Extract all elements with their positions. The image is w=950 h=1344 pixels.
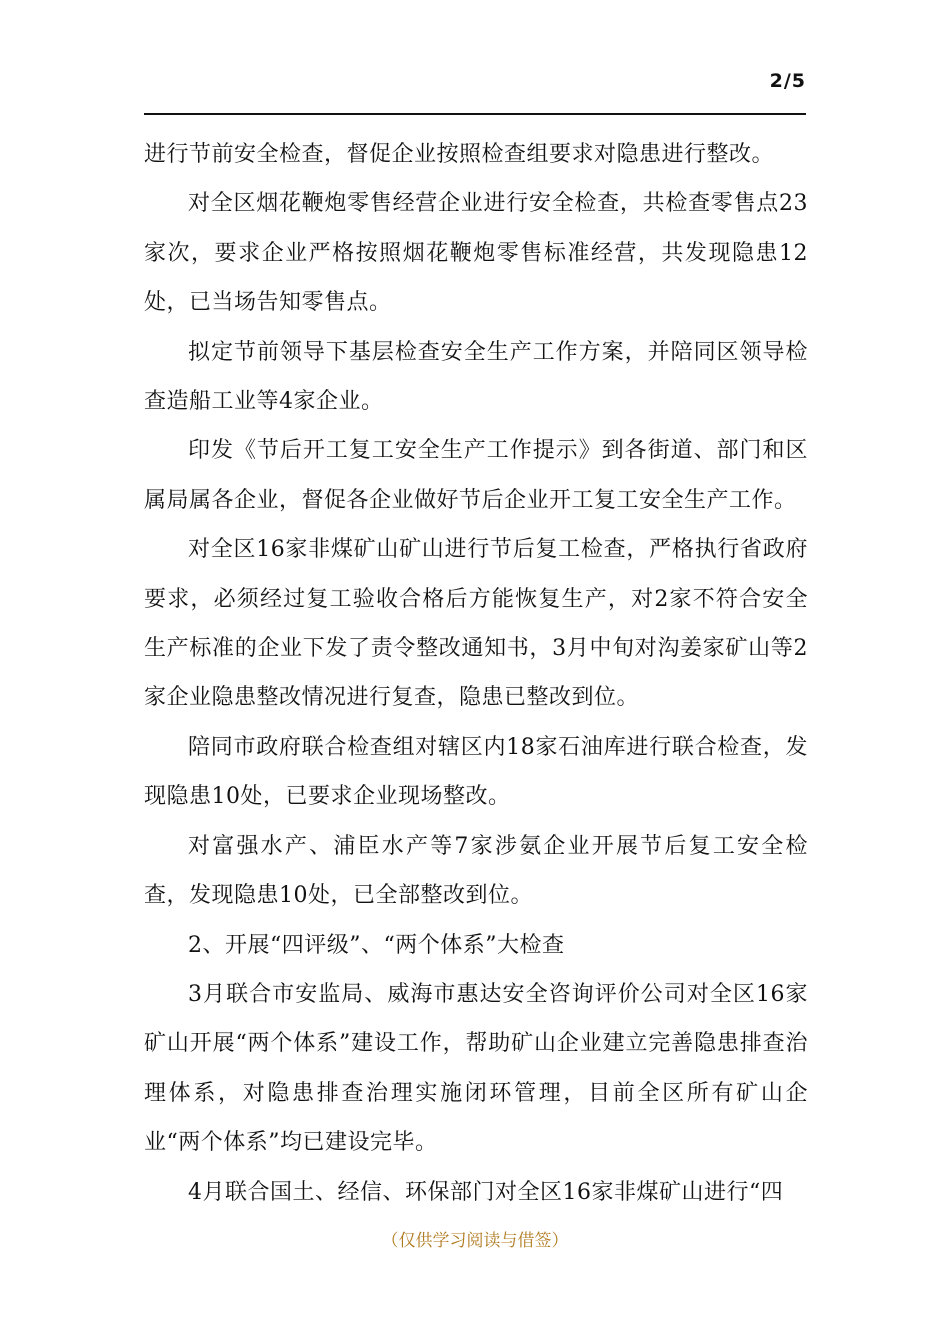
header-divider <box>144 113 806 115</box>
paragraph: 进行节前安全检查，督促企业按照检查组要求对隐患进行整改。 <box>144 142 775 167</box>
paragraph: 对全区烟花鞭炮零售经营企业进行安全检查，共检查零售点23家次，要求企业严格按照烟花鞭炮零售标准经营，共发现隐患12处，已当场告知零售点。 <box>144 191 808 316</box>
paragraph: 陪同市政府联合检查组对辖区内18家石油库进行联合检查，发现隐患10处，已要求企业现场整改。 <box>144 734 808 810</box>
footer-note: （仅供学习阅读与借签） <box>381 1231 569 1251</box>
page-number: 2/5 <box>769 70 806 92</box>
document-body <box>144 130 808 1217</box>
paragraph: 对全区16家非煤矿山矿山进行节后复工检查，严格执行省政府要求，必须经过复工验收合格后方能恢复生产，对2家不符合安全生产标准的企业下发了责令整改通知书，3月中旬对沟姜家矿山等2家企业隐患整改情况进行复查，隐患已整改到位。 <box>144 537 808 711</box>
paragraph: 3月联合市安监局、威海市惠达安全咨询评价公司对全区16家矿山开展“两个体系”建设工作，帮助矿山企业建立完善隐患排查治理体系，对隐患排查治理实施闭环管理，目前全区所有矿山企业“两个体系”均已建设完毕。 <box>144 981 808 1156</box>
paragraph: 对富强水产、浦臣水产等7家涉氨企业开展节后复工安全检查，发现隐患10处，已全部整改到位。 <box>144 833 808 909</box>
paragraph: 4月联合国土、经信、环保部门对全区16家非煤矿山进行“四 <box>188 1179 784 1205</box>
paragraph: 印发《节后开工复工安全生产工作提示》到各街道、部门和区属局属各企业，督促各企业做好节后企业开工复工安全生产工作。 <box>144 438 808 513</box>
paragraph: 拟定节前领导下基层检查安全生产工作方案，并陪同区领导检查造船工业等4家企业。 <box>144 339 808 415</box>
section-heading: 2、开展“四评级”、“两个体系”大检查 <box>188 932 565 958</box>
